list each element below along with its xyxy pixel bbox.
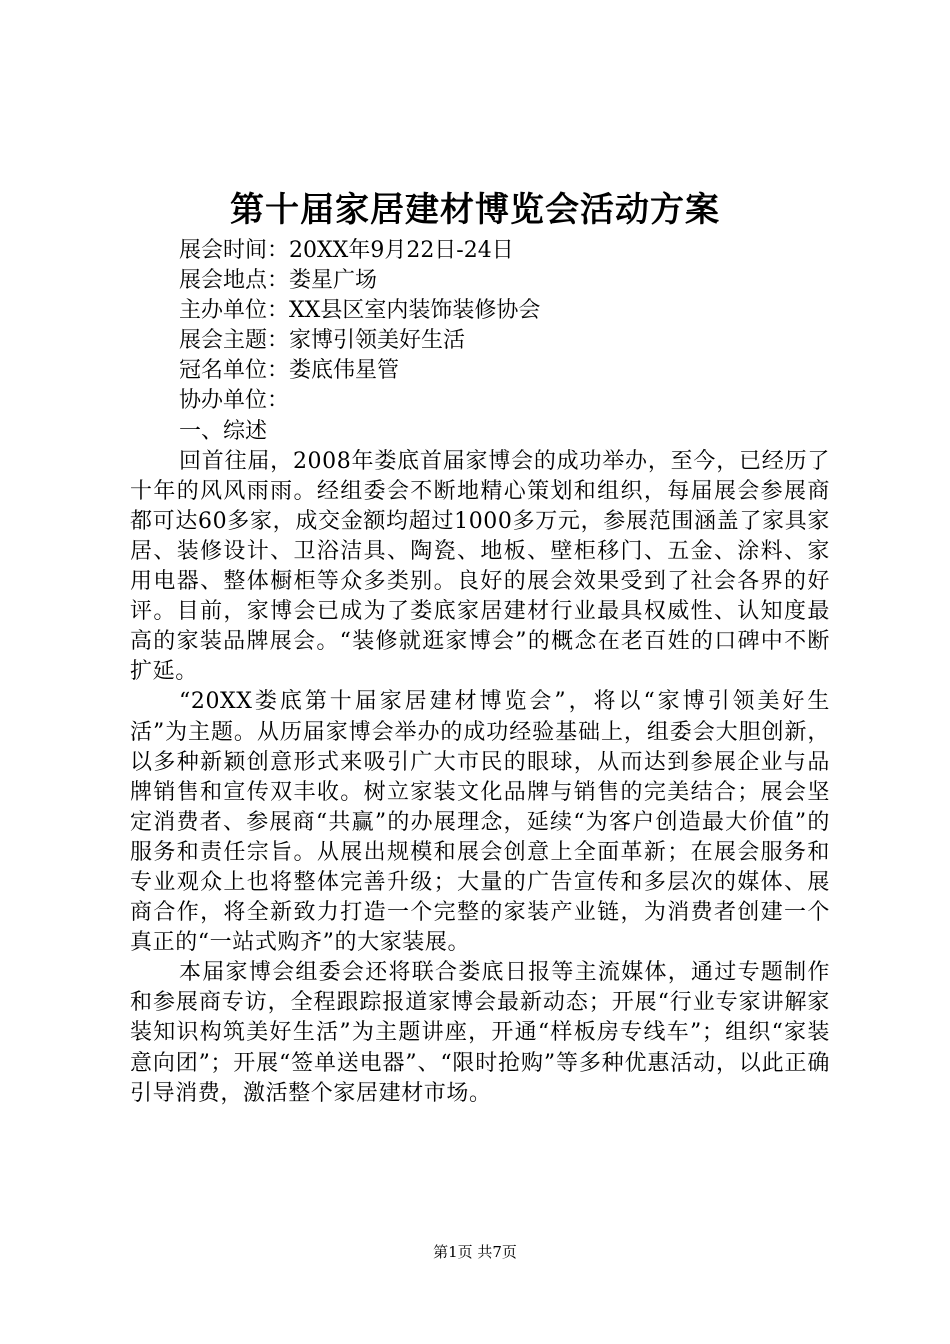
meta-organizer: 主办单位：XX县区室内装饰装修协会 <box>179 298 541 324</box>
meta-co-organizer: 协办单位： <box>179 388 290 414</box>
document-body <box>130 236 830 1109</box>
page-number-footer: 第1页 共7页 <box>433 1243 517 1261</box>
section-heading-overview: 一、综述 <box>179 418 268 444</box>
meta-theme: 展会主题：家博引领美好生活 <box>179 328 466 354</box>
meta-title-sponsor: 冠名单位：娄底伟星管 <box>179 358 400 384</box>
paragraph-history: 回首往届，2008年娄底首届家博会的成功举办，至今，已经历了十年的风风雨雨。经组委会不断地精心策划和组织，每届展会参展商都可达60多家，成交金额均超过1000多万元，参展范围涵盖了家具家居、装修设计、卫浴洁具、陶瓷、地板、壁柜移门、五金、涂料、家用电器、整体橱柜等众多类别。良好的展会效果受到了社会各界的好评。目前，家博会已成为了娄底家居建材行业最具权威性、认知度最高的家装品牌展会。“装修就逛家博会”的概念在老百姓的口碑中不断扩延。 <box>130 448 830 685</box>
paragraph-theme: “20XX娄底第十届家居建材博览会”，将以“家博引领美好生活”为主题。从历届家博会举办的成功经验基础上，组委会大胆创新，以多种新颖创意形式来吸引广大市民的眼球，从而达到参展企业与品牌销售和宣传双丰收。树立家装文化品牌与销售的完美结合；展会坚定消费者、参展商“共赢”的办展理念，延续“为客户创造最大价值”的服务和责任宗旨。从展出规模和展会创意上全面革新；在展会服务和专业观众上也将整体完善升级；大量的广告宣传和多层次的媒体、展商合作，将全新致力打造一个完整的家装产业链，为消费者创建一个真正的“一站式购齐”的大家装展。 <box>130 689 830 956</box>
document-title: 第十届家居建材博览会活动方案 <box>230 190 720 230</box>
paragraph-media: 本届家博会组委会还将联合娄底日报等主流媒体，通过专题制作和参展商专访，全程跟踪报道家博会最新动态；开展“行业专家讲解家装知识构筑美好生活”为主题讲座，开通“样板房专线车”；组织“家装意向团”；开展“签单送电器”、“限时抢购”等多种优惠活动，以此正确引导消费，激活整个家居建材市场。 <box>130 960 830 1106</box>
meta-exhibition-time: 展会时间：20XX年9月22日-24日 <box>179 238 514 263</box>
meta-exhibition-location: 展会地点：娄星广场 <box>179 268 378 294</box>
